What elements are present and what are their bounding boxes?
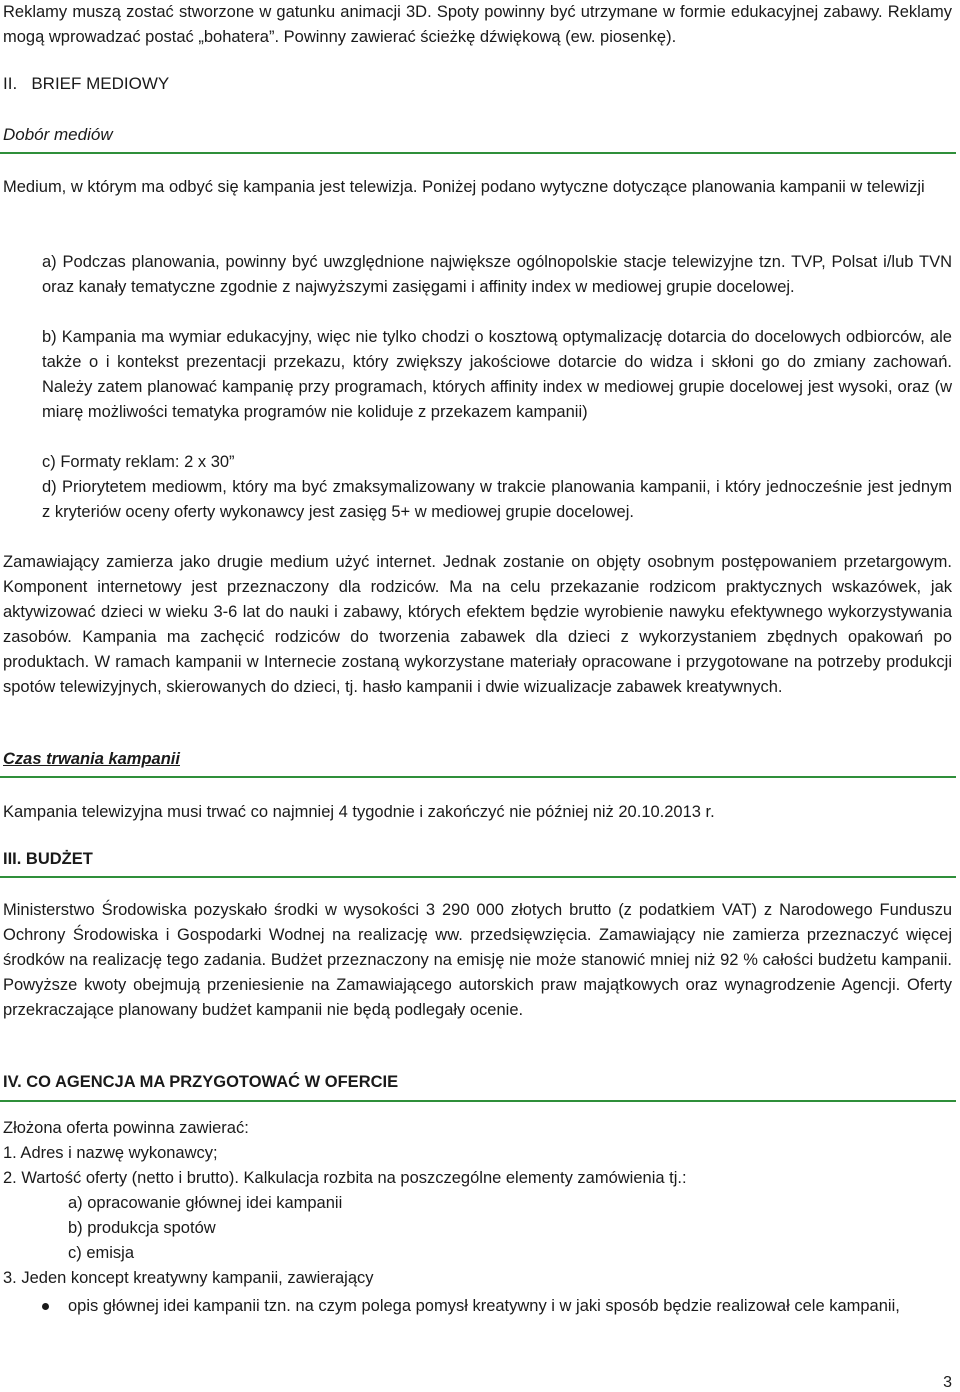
section-2-heading [3, 74, 169, 94]
offer-item-2: 2. Wartość oferty (netto i brutto). Kalkulacja rozbita na poszczególne elementy zamówienia tj.: [3, 1169, 687, 1187]
section-divider [0, 152, 956, 154]
section-4-heading: IV. CO AGENCJA MA PRZYGOTOWAĆ W OFERCIE [3, 1073, 399, 1091]
section-2-number: II. [3, 74, 18, 93]
page-number: 3 [943, 1374, 952, 1391]
offer-item-1: 1. Adres i nazwę wykonawcy; [3, 1144, 218, 1162]
budget-paragraph: Ministerstwo Środowiska pozyskało środki w wysokości 3 290 000 złotych brutto (z podatkiem VAT) z Narodowego Funduszu Ochrony Środowiska i Gospodarki Wodnej na realizację ww. przedsięwzięcia. Zamawiający nie zamierza przeznaczyć więcej środków na realizację tego zadania. Budżet przeznaczony na emisję nie może stanowić mniej niż 92 % całości budżetu kampanii. Powyższe kwoty obejmują przeniesienie na Zamawiającego autorskich praw majątkowych oraz wynagrodzenie Agencji. Oferty przekraczające planowany budżet kampanii nie będą podlegały ocenie. [3, 901, 952, 1019]
offer-subitem-b: b) produkcja spotów [68, 1219, 216, 1237]
intro-paragraph: Reklamy muszą zostać stworzone w gatunku animacji 3D. Spoty powinny być utrzymane w formie edukacyjnej zabawy. Reklamy mogą wprowadzać postać „bohatera”. Powinny zawierać ścieżkę dźwiękową (ew. piosenkę). [3, 3, 952, 46]
list-item-b: b) Kampania ma wymiar edukacyjny, więc nie tylko chodzi o kosztową optymalizację dotarcia do docelowych odbiorców, ale także o i kontekst prezentacji przekazu, który zwiększy jakościowe dotarcie do widza i skłoni go do zmiany zachowań. Należy zatem planować kampanię przy programach, których affinity index w mediowej grupie docelowej jest wysoki, oraz (w miarę możliwości tematyka programów nie koliduje z przekazem kampanii) [42, 328, 952, 421]
section-divider [0, 776, 956, 778]
section-2-title: BRIEF MEDIOWY [31, 74, 170, 93]
internet-paragraph: Zamawiający zamierza jako drugie medium użyć internet. Jednak zostanie on objęty osobnym postępowaniem przetargowym. Komponent internetowy jest przeznaczony dla rodziców. Ma na celu przekazanie rodzicom praktycznych wskazówek, jak aktywizować dzieci w wieku 3-6 lat do nauki i zabawy, których efektem będzie wyrobienie nawyku efektywnego wykorzystywania zasobów. Kampania ma zachęcić rodziców do tworzenia zabawek dla dzieci z wykorzystaniem zbędnych opakowań po produktach. W ramach kampanii w Internecie zostaną wykorzystane materiały opracowane i przygotowane na potrzeby produkcji spotów telewizyjnych, skierowanych do dzieci, tj. hasło kampanii i dwie wizualizacje zabawek kreatywnych. [3, 553, 952, 696]
offer-intro: Złożona oferta powinna zawierać: [3, 1119, 249, 1137]
bullet-icon [42, 1303, 49, 1310]
section-divider [0, 1100, 956, 1102]
offer-bullet-text: opis głównej idei kampanii tzn. na czym polega pomysł kreatywny i w jaki sposób będzie realizował cele kampanii, [68, 1297, 900, 1315]
offer-item-3: 3. Jeden koncept kreatywny kampanii, zawierający [3, 1269, 374, 1287]
medium-paragraph: Medium, w którym ma odbyć się kampania jest telewizja. Poniżej podano wytyczne dotyczące planowania kampanii w telewizji [3, 178, 925, 196]
dobor-mediow-heading: Dobór mediów [3, 125, 113, 144]
list-item-c: c) Formaty reklam: 2 x 30” [42, 453, 235, 471]
section-3-heading: III. BUDŻET [3, 850, 93, 868]
offer-subitem-a: a) opracowanie głównej idei kampanii [68, 1194, 343, 1212]
offer-subitem-c: c) emisja [68, 1244, 135, 1262]
list-item-d: d) Priorytetem mediowm, który ma być zmaksymalizowany w trakcie planowania kampanii, i który jednocześnie jest jednym z kryteriów oceny oferty wykonawcy jest zasięg 5+ w mediowej grupie docelowej. [42, 478, 952, 521]
section-divider [0, 876, 956, 878]
czas-trwania-heading: Czas trwania kampanii [3, 750, 180, 768]
offer-bullet-item [42, 1294, 952, 1319]
list-item-a: a) Podczas planowania, powinny być uwzględnione największe ogólnopolskie stacje telewizyjne tzn. TVP, Polsat i/lub TVN oraz kanały tematyczne zgodnie z najwyższymi zasięgami i affinity index w mediowej grupie docelowej. [42, 253, 952, 296]
czas-paragraph: Kampania telewizyjna musi trwać co najmniej 4 tygodnie i zakończyć nie później niż 20.10.2013 r. [3, 803, 715, 821]
